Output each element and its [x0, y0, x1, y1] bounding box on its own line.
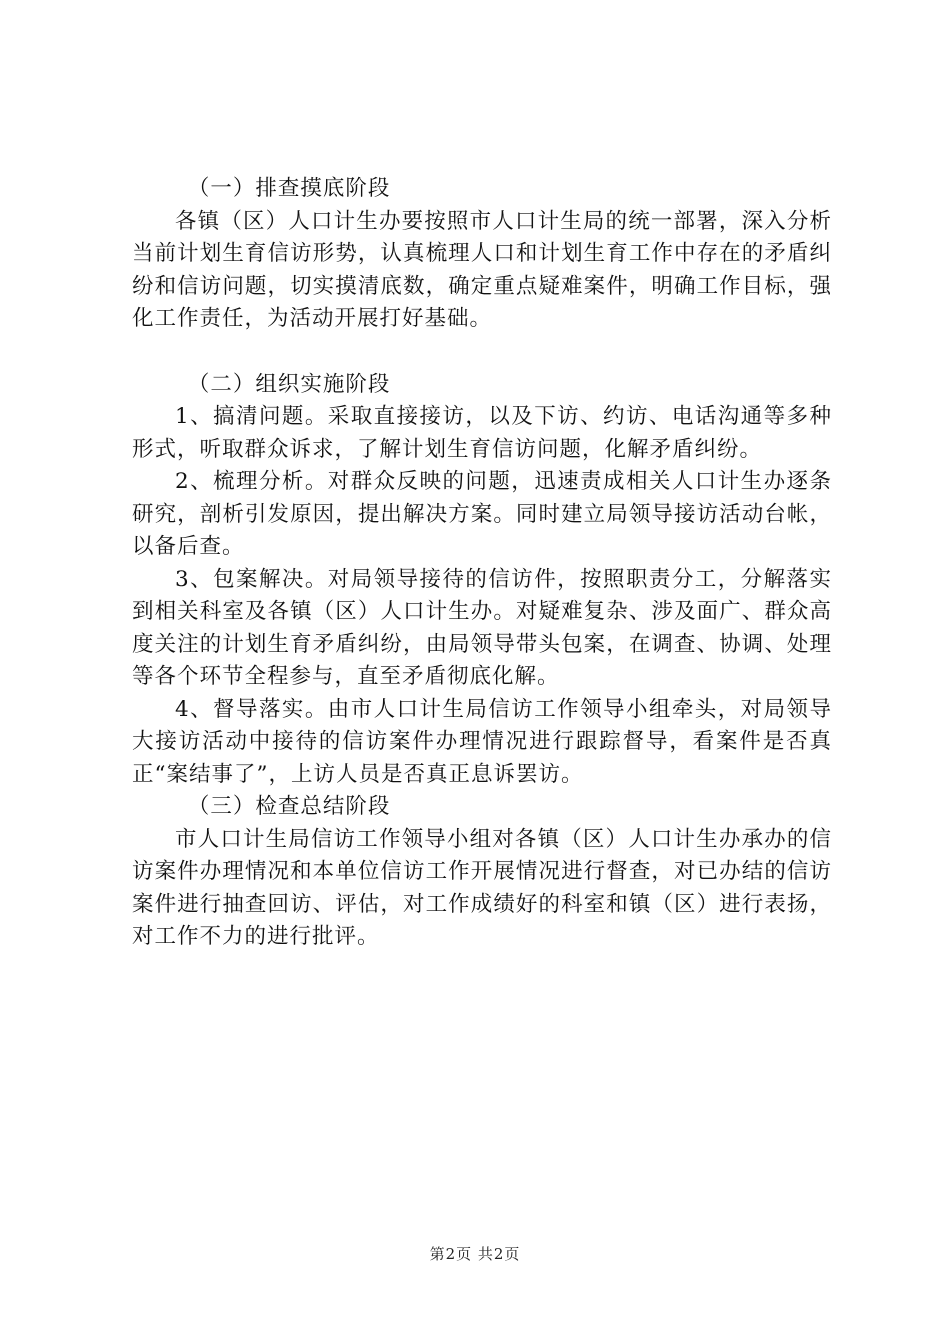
section-3-paragraph: 市人口计生局信访工作领导小组对各镇（区）人口计生办承办的信访案件办理情况和本单位信访工作开展情况进行督查，对已办结的信访案件进行抽查回访、评估，对工作成绩好的科室和镇（区）进行表扬，对工作不力的进行批评。	[132, 826, 832, 949]
section-2-item-1: 1、搞清问题。采取直接接访，以及下访、约访、电话沟通等多种形式，听取群众诉求，了解计划生育信访问题，化解矛盾纠纷。	[132, 404, 832, 462]
page-footer: 第2页 共2页	[429, 1245, 521, 1263]
section-3-heading: （三）检查总结阶段	[187, 794, 391, 819]
section-2-item-2: 2、梳理分析。对群众反映的问题，迅速责成相关人口计生办逐条研究，剖析引发原因，提出解决方案。同时建立局领导接访活动台帐，以备后查。	[132, 469, 832, 559]
section-2-item-3: 3、包案解决。对局领导接待的信访件，按照职责分工，分解落实到相关科室及各镇（区）人口计生办。对疑难复杂、涉及面广、群众高度关注的计划生育矛盾纠纷，由局领导带头包案，在调查、协调、处理等各个环节全程参与，直至矛盾彻底化解。	[132, 566, 832, 689]
section-2-item-4: 4、督导落实。由市人口计生局信访工作领导小组牵头，对局领导大接访活动中接待的信访案件办理情况进行跟踪督导，看案件是否真正“案结事了”，上访人员是否真正息诉罢访。	[132, 696, 832, 787]
section-1-paragraph: 各镇（区）人口计生办要按照市人口计生局的统一部署，深入分析当前计划生育信访形势，认真梳理人口和计划生育工作中存在的矛盾纠纷和信访问题，切实摸清底数，确定重点疑难案件，明确工作目标，强化工作责任，为活动开展打好基础。	[132, 208, 832, 331]
section-1-heading: （一）排查摸底阶段	[187, 176, 391, 201]
document-body	[132, 173, 832, 954]
section-2-heading: （二）组织实施阶段	[187, 371, 391, 397]
